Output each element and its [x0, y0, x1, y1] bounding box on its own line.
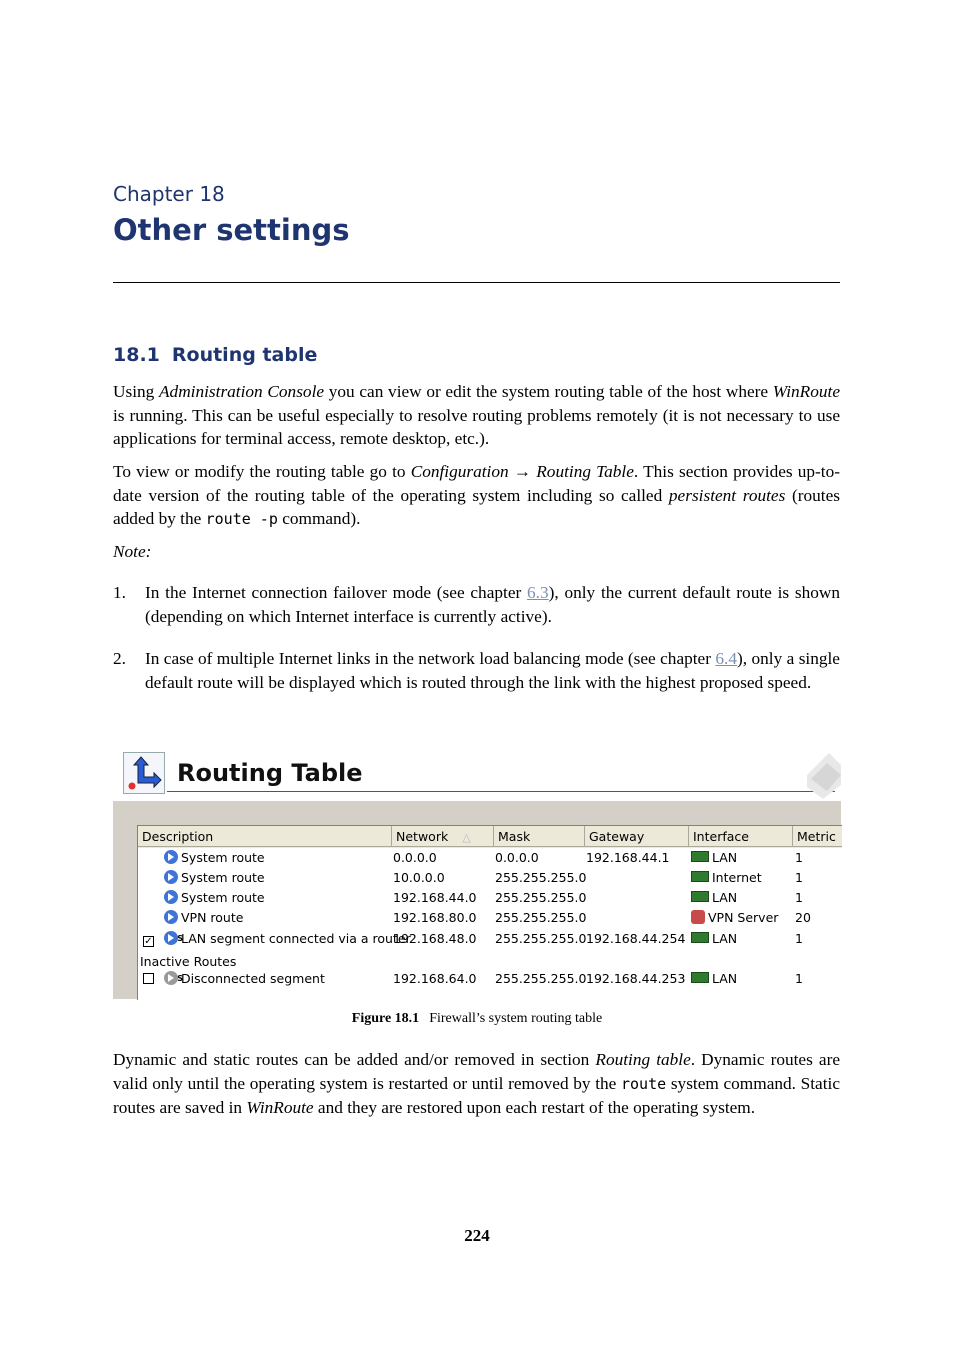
- paragraph-dynamic-static: Dynamic and static routes can be added and/or removed in section Routing table. Dynamic routes are valid only until the operating system is restarted or until removed by the route system command. Static routes are saved in WinRoute and they are restored upon each restart of the operating system.: [113, 1050, 840, 1117]
- disconnected-route-icon: [164, 971, 178, 985]
- column-metric[interactable]: Metric: [793, 826, 842, 847]
- section-title-text: Routing table: [171, 344, 318, 366]
- route-icon: [164, 890, 178, 904]
- chapter-label: Chapter 18: [113, 182, 225, 206]
- network-card-icon: [691, 871, 709, 882]
- column-mask[interactable]: Mask: [494, 826, 585, 847]
- static-route-icon: [164, 931, 178, 945]
- network-card-icon: [691, 891, 709, 902]
- figure-title: Routing Table: [177, 759, 363, 787]
- column-network[interactable]: Network △: [392, 826, 494, 847]
- column-interface[interactable]: Interface: [689, 826, 793, 847]
- table-row[interactable]: System route 0.0.0.0 0.0.0.0 192.168.44.1 LAN 1: [138, 848, 842, 868]
- figure-panel: [113, 801, 841, 999]
- route-icon: [164, 850, 178, 864]
- watermark-icon: [797, 745, 841, 801]
- table-row[interactable]: ✓ S LAN segment connected via a router 192.168.48.0 255.255.255.0 192.168.44.254 LAN 1: [138, 929, 842, 949]
- table-row[interactable]: VPN route 192.168.80.0 255.255.255.0 VPN Server 20: [138, 908, 842, 928]
- chapter-link-6-3[interactable]: 6.3: [527, 583, 549, 602]
- figure-caption: [0, 1011, 954, 1027]
- chapter-link-6-4[interactable]: 6.4: [715, 649, 737, 668]
- figure-title-underline: [167, 791, 835, 792]
- chapter-title: Other settings: [113, 213, 350, 247]
- vpn-route-icon: [164, 910, 178, 924]
- table-row[interactable]: System route 10.0.0.0 255.255.255.0 Internet 1: [138, 868, 842, 888]
- route-enabled-checkbox[interactable]: ✓: [144, 936, 153, 947]
- routes-grid: [137, 825, 842, 1000]
- section-title: [113, 344, 317, 366]
- routing-table-figure: [113, 745, 841, 999]
- list-item: 2. In case of multiple Internet links in the network load balancing mode (see chapter 6.4), only a single default route will be displayed which is routed through the link with the highest proposed speed.: [113, 649, 840, 692]
- column-description[interactable]: Description: [138, 826, 392, 847]
- list-item: 1. In the Internet connection failover mode (see chapter 6.3), only the current default route is shown (depending on which Internet interface is currently active).: [113, 583, 840, 626]
- network-card-icon: [691, 851, 709, 862]
- inactive-routes-group[interactable]: Inactive Routes: [140, 954, 237, 969]
- page-number: 224: [464, 1226, 490, 1245]
- column-gateway[interactable]: Gateway: [585, 826, 689, 847]
- note-label: Note:: [113, 542, 152, 561]
- code-route-p: route -p: [205, 510, 278, 528]
- chapter-rule: [113, 282, 840, 283]
- figure-caption-text: Firewall’s system routing table: [429, 1011, 603, 1026]
- routing-table-icon: [123, 752, 165, 794]
- paragraph-intro: Using Administration Console you can view or edit the system routing table of the host where WinRoute is running. This can be useful especially to resolve routing problems remotely (it is not necessary to use applications for terminal access, remote desktop, etc.).: [113, 382, 840, 448]
- vpn-server-icon: [691, 910, 705, 924]
- network-card-icon: [691, 932, 709, 943]
- sort-ascending-icon: △: [462, 831, 471, 844]
- route-enabled-checkbox[interactable]: [143, 973, 154, 984]
- table-row[interactable]: SDisconnected segment 192.168.64.0 255.255.255.0 192.168.44.253 LAN 1: [138, 969, 842, 989]
- grid-header: [138, 826, 842, 848]
- table-row[interactable]: System route 192.168.44.0 255.255.255.0 LAN 1: [138, 888, 842, 908]
- network-card-icon: [691, 972, 709, 983]
- figure-caption-label: Figure 18.1: [351, 1011, 420, 1026]
- figure-header: [113, 745, 841, 801]
- code-route: route: [621, 1074, 667, 1093]
- route-icon: [164, 870, 178, 884]
- section-number: 18.1: [113, 344, 160, 366]
- paragraph-configuration: To view or modify the routing table go to Configuration → Routing Table. This section provides up-to-date version of the routing table of the operating system including so called persistent routes (routes added by the route -p command).: [113, 462, 840, 528]
